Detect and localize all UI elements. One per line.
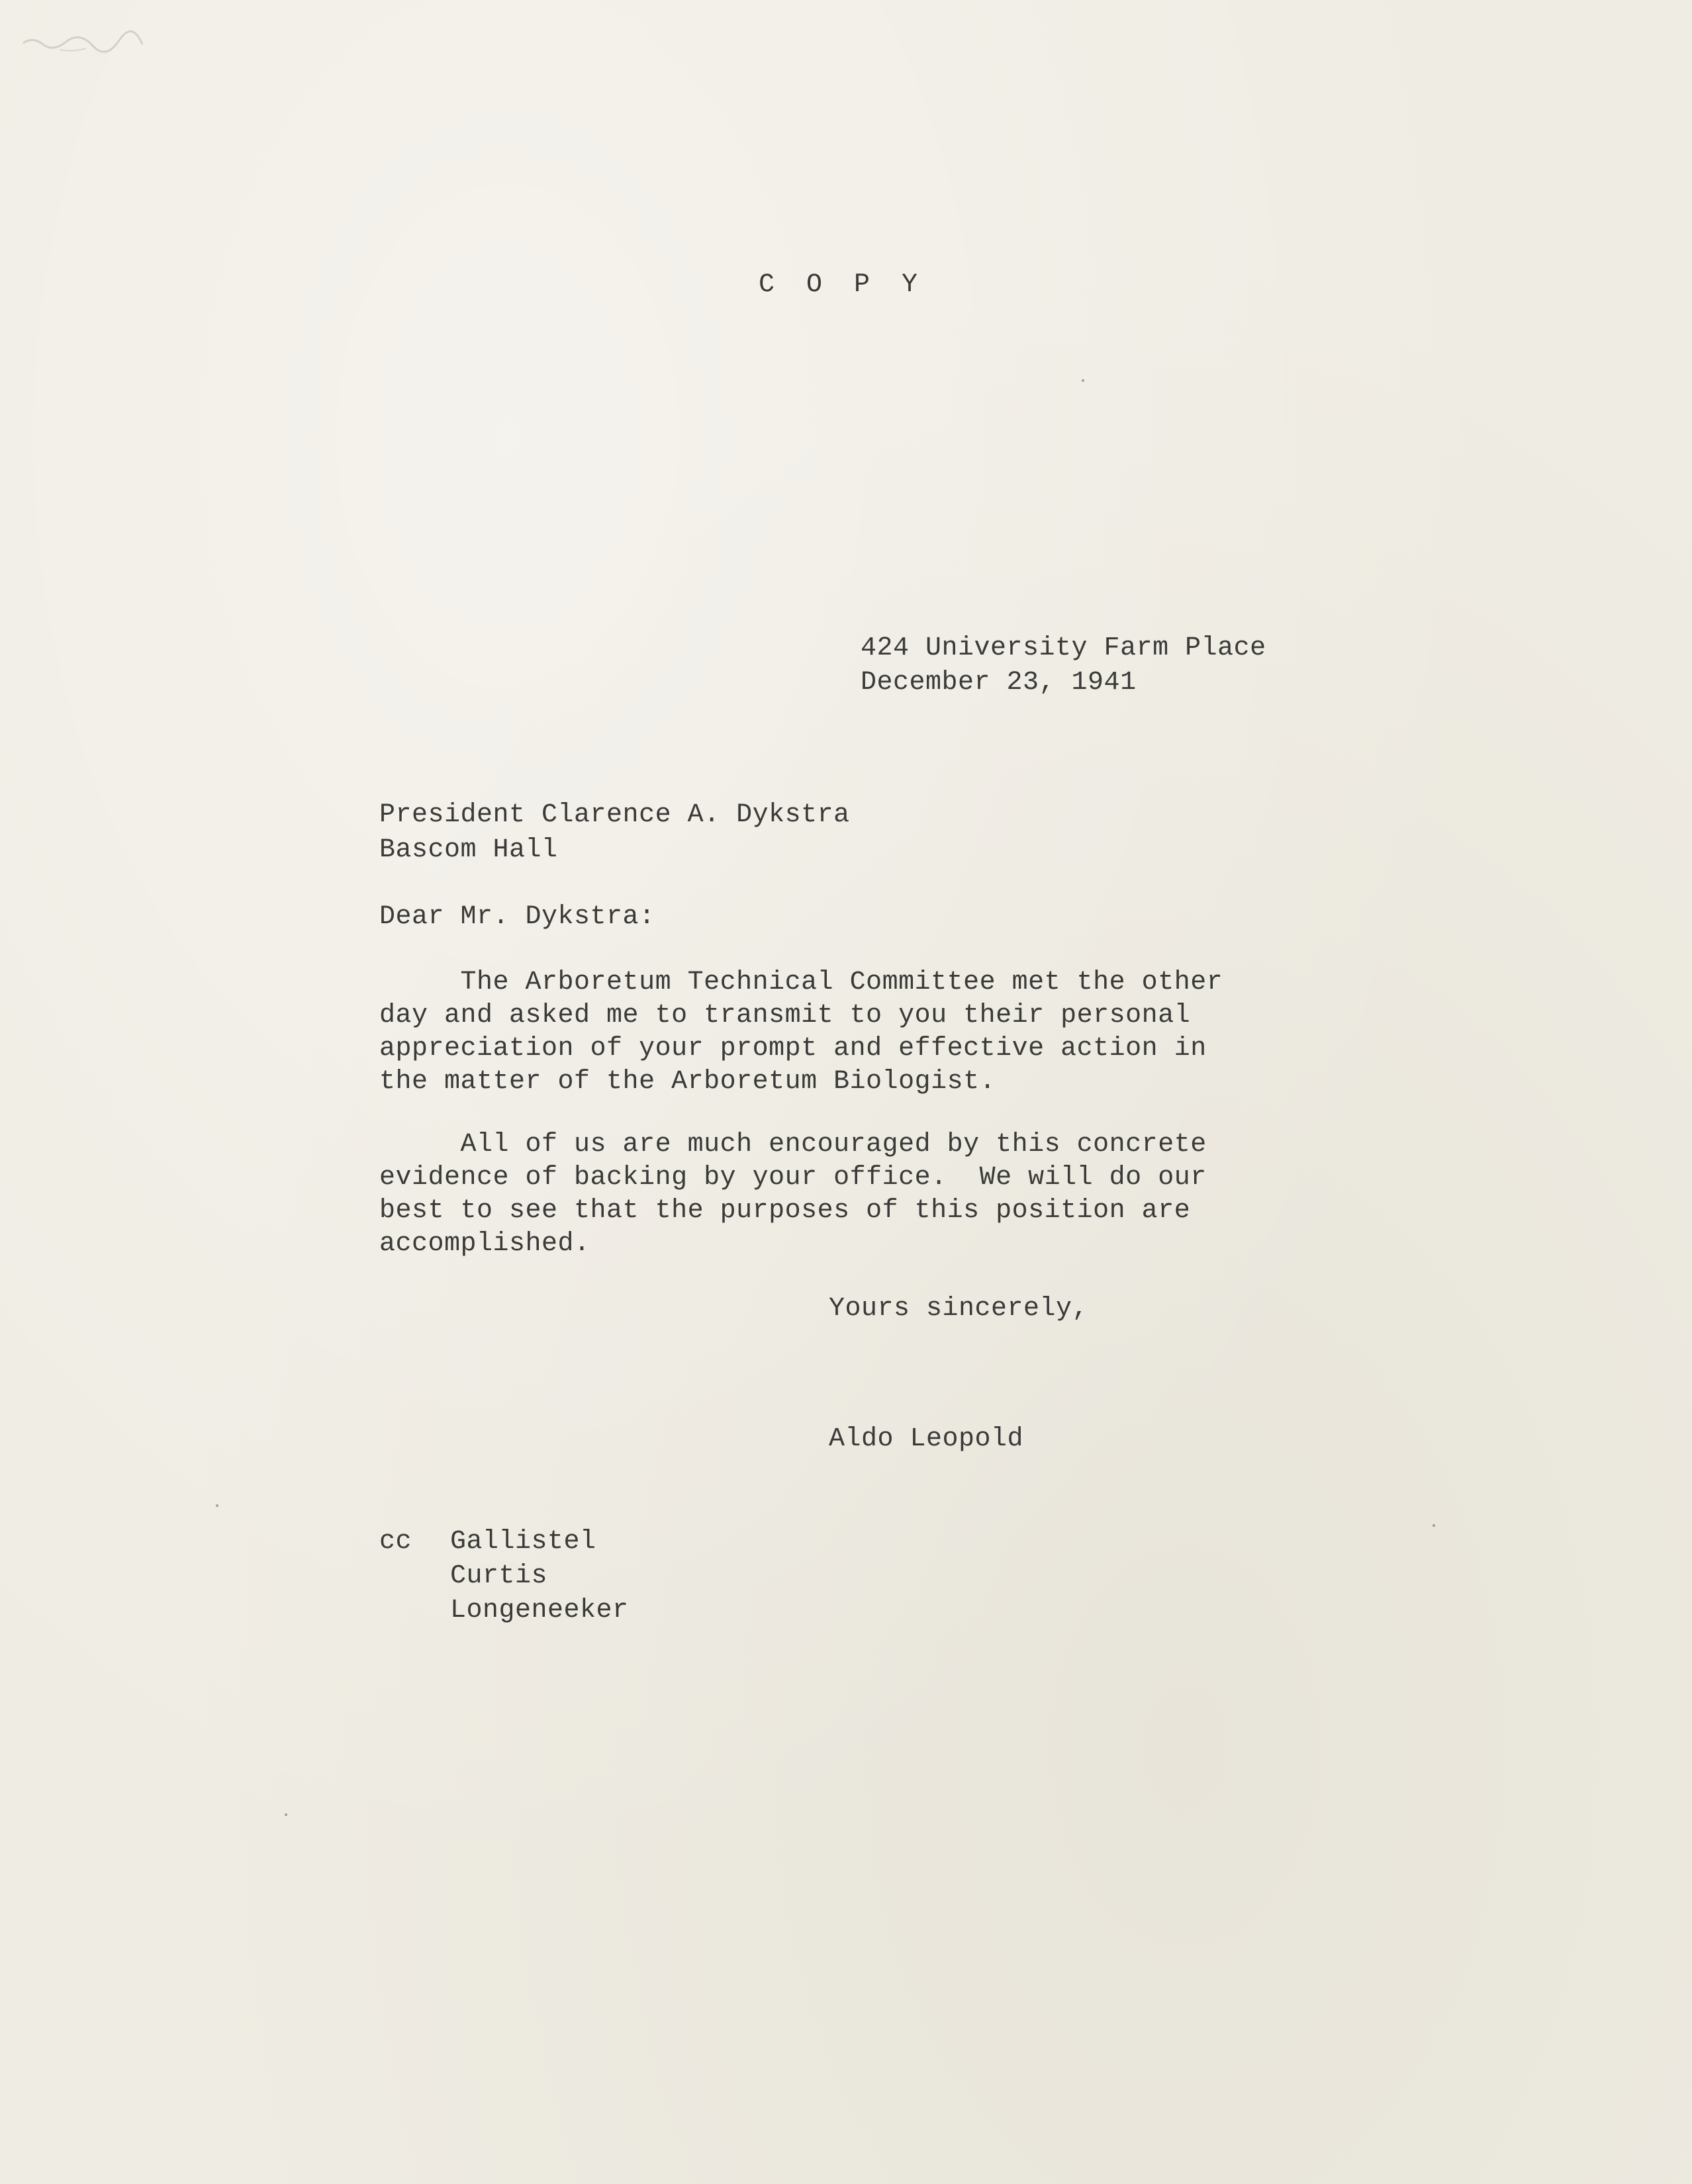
recipient-name: President Clarence A. Dykstra xyxy=(379,800,850,830)
recipient-location: Bascom Hall xyxy=(379,835,558,865)
closing: Yours sincerely, xyxy=(829,1294,1089,1324)
paper-speck xyxy=(216,1504,218,1507)
body-line: evidence of backing by your office. We will do our xyxy=(379,1163,1207,1193)
body-line: the matter of the Arboretum Biologist. xyxy=(379,1067,996,1097)
body-line: accomplished. xyxy=(379,1229,590,1259)
body-line: The Arboretum Technical Committee met the other xyxy=(379,968,1223,997)
copy-stamp: C O P Y xyxy=(759,270,926,300)
letter-date: December 23, 1941 xyxy=(861,668,1137,698)
signature-name: Aldo Leopold xyxy=(829,1424,1024,1454)
cc-label: cc xyxy=(379,1527,412,1557)
paper-speck xyxy=(285,1813,287,1816)
cc-name: Gallistel xyxy=(450,1527,596,1557)
body-line: best to see that the purposes of this position are xyxy=(379,1196,1191,1226)
body-line: All of us are much encouraged by this concrete xyxy=(379,1130,1207,1160)
body-line: appreciation of your prompt and effective action in xyxy=(379,1034,1207,1064)
paper-speck xyxy=(1082,379,1084,382)
sender-address: 424 University Farm Place xyxy=(861,633,1266,663)
corner-smudge xyxy=(20,30,146,56)
paper-speck xyxy=(1433,1524,1435,1527)
cc-name: Longeneeker xyxy=(450,1596,629,1625)
body-line: day and asked me to transmit to you their personal xyxy=(379,1001,1191,1030)
cc-name: Curtis xyxy=(450,1561,548,1591)
salutation: Dear Mr. Dykstra: xyxy=(379,902,655,932)
